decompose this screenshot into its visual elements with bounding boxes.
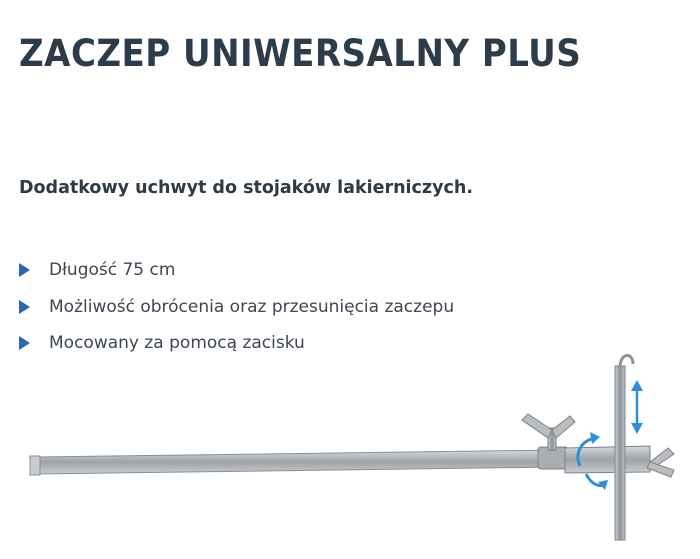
feature-text: Długość 75 cm — [49, 260, 176, 281]
feature-text: Mocowany za pomocą zacisku — [49, 333, 305, 354]
vertical-double-arrow-icon — [631, 380, 643, 434]
feature-item — [19, 252, 454, 289]
product-subtitle: Dodatkowy uchwyt do stojaków lakierniczych. — [19, 178, 473, 198]
product-image — [0, 340, 700, 559]
feature-item — [19, 289, 454, 326]
long-bar — [30, 450, 560, 475]
feature-text: Możliwość obrócenia oraz przesunięcia zaczepu — [49, 296, 455, 317]
page-title: ZACZEP UNIWERSALNY PLUS — [19, 32, 582, 75]
triangle-bullet-icon — [19, 263, 30, 277]
triangle-bullet-icon — [19, 300, 30, 314]
